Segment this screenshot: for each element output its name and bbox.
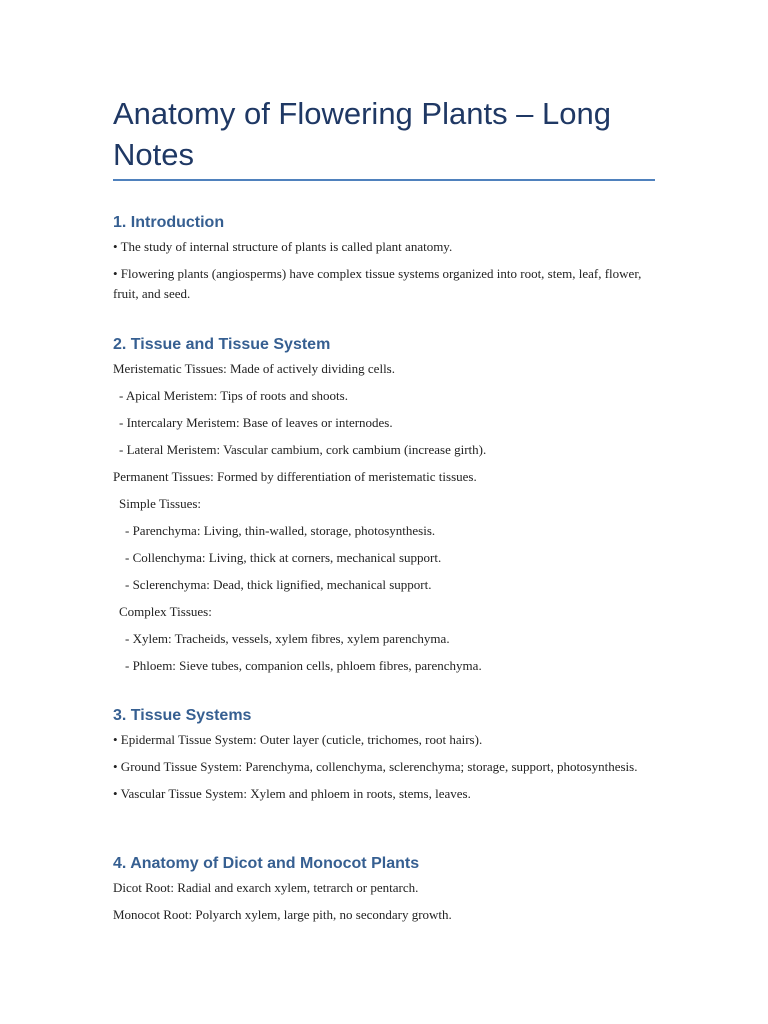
section-heading: 4. Anatomy of Dicot and Monocot Plants	[113, 855, 420, 872]
body-line: Dicot Root: Radial and exarch xylem, tetrarch or pentarch.	[113, 880, 419, 895]
bullet-line: • Ground Tissue System: Parenchyma, collenchyma, sclerenchyma; storage, support, photosynthesis.	[113, 759, 638, 774]
section-tissue-systems	[113, 705, 655, 811]
bullet-line: • The study of internal structure of plants is called plant anatomy.	[113, 239, 453, 254]
bullet-line: • Epidermal Tissue System: Outer layer (cuticle, trichomes, root hairs).	[113, 732, 483, 747]
list-item: - Xylem: Tracheids, vessels, xylem fibres, xylem parenchyma.	[125, 631, 450, 646]
section-anatomy-dicot-monocot	[113, 853, 655, 932]
body-line: Meristematic Tissues: Made of actively dividing cells.	[113, 361, 395, 376]
section-introduction	[113, 212, 655, 311]
list-item: - Collenchyma: Living, thick at corners, mechanical support.	[125, 550, 442, 565]
list-item: - Parenchyma: Living, thin-walled, storage, photosynthesis.	[125, 523, 436, 538]
list-item: - Apical Meristem: Tips of roots and shoots.	[119, 388, 348, 403]
section-heading: 3. Tissue Systems	[113, 707, 252, 724]
bullet-line: • Vascular Tissue System: Xylem and phloem in roots, stems, leaves.	[113, 786, 471, 801]
list-item: - Sclerenchyma: Dead, thick lignified, mechanical support.	[125, 577, 432, 592]
section-heading: 2. Tissue and Tissue System	[113, 336, 331, 353]
subheading-line: Complex Tissues:	[119, 604, 212, 619]
title-underline	[113, 179, 655, 181]
list-item: - Lateral Meristem: Vascular cambium, cork cambium (increase girth).	[119, 442, 487, 457]
document-title: Anatomy of Flowering Plants – Long Notes	[113, 96, 611, 172]
section-heading: 1. Introduction	[113, 214, 225, 231]
body-line: Permanent Tissues: Formed by differentiation of meristematic tissues.	[113, 469, 477, 484]
section-tissue-and-tissue-system	[113, 334, 655, 683]
list-item: - Phloem: Sieve tubes, companion cells, phloem fibres, parenchyma.	[125, 658, 482, 673]
list-item: - Intercalary Meristem: Base of leaves or internodes.	[119, 415, 393, 430]
bullet-line: • Flowering plants (angiosperms) have complex tissue systems organized into root, stem, leaf, flower, fruit, and seed.	[113, 266, 642, 301]
subheading-line: Simple Tissues:	[119, 496, 202, 511]
body-line: Monocot Root: Polyarch xylem, large pith, no secondary growth.	[113, 907, 452, 922]
